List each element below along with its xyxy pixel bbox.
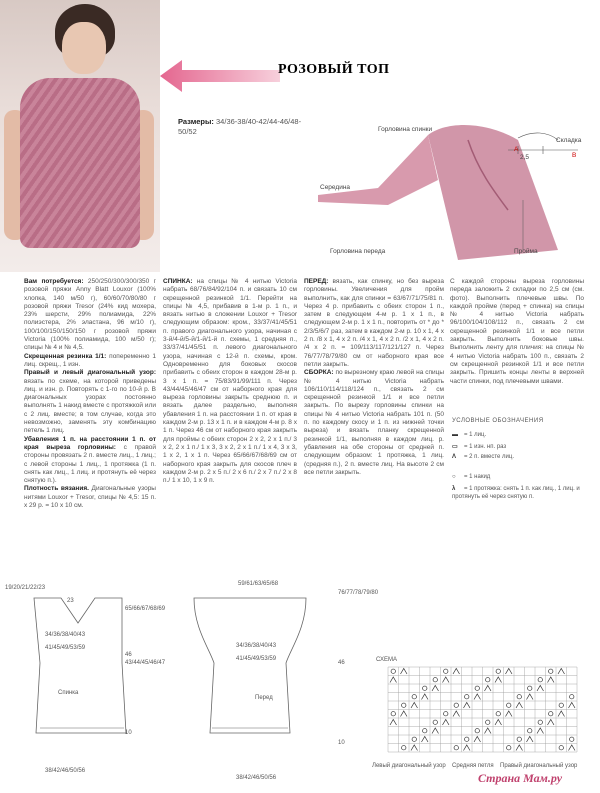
materials-label: Вам потребуется: bbox=[24, 278, 84, 285]
yarn-over-mark bbox=[570, 737, 574, 741]
caption-right-pattern: Правый диагональный узор bbox=[500, 763, 578, 769]
decrease-mark bbox=[411, 745, 418, 751]
yarn-over-mark bbox=[465, 737, 469, 741]
decrease-mark bbox=[516, 745, 523, 751]
label-armhole: Пройма bbox=[514, 248, 538, 255]
caption-center-stitch: Средняя петля bbox=[452, 763, 494, 769]
yarn-over-mark bbox=[454, 746, 458, 750]
dec-text: с правой стороны провязать 2 п. вместе лиц., 1 лиц.; с левой стороны 1 лиц., 1 протяжка (1 п. снять как лиц., 1 лиц. и протянуть её через снятую п.). bbox=[24, 443, 156, 485]
decrease-mark bbox=[453, 711, 460, 717]
decrease-mark bbox=[474, 694, 481, 700]
yarn-over-mark bbox=[517, 737, 521, 741]
yarn-over-mark bbox=[402, 746, 406, 750]
legend-item bbox=[452, 454, 592, 460]
decrease-mark bbox=[506, 669, 513, 675]
decrease-mark bbox=[485, 728, 492, 734]
decrease-mark bbox=[485, 686, 492, 692]
decrease-mark bbox=[474, 737, 481, 743]
legend-item bbox=[452, 485, 592, 501]
yarn-over-mark bbox=[475, 686, 479, 690]
yarn-over-mark bbox=[433, 678, 437, 682]
page-title: РОЗОВЫЙ ТОП bbox=[278, 62, 390, 77]
decrease-mark bbox=[569, 745, 576, 751]
decrease-mark bbox=[390, 677, 397, 683]
back-shoulder-dim: 65/66/67/68/69 bbox=[125, 606, 166, 612]
materials-column bbox=[24, 278, 156, 510]
back-arm-dim: 46 bbox=[125, 652, 132, 658]
label-stick: Середина bbox=[320, 184, 351, 191]
gauge-label: Плотность вязания. bbox=[24, 485, 89, 493]
materials-text: 250/250/300/300/350 г розовой пряжи Anny Blatt Louxor (100% хлопка, 140 м/50 г), 60/60/70/80/80 г розовой пряжи Tresor (24% кид мохера, 23% шерсти, 29% полиамида, 22% полиэстера, 2% эластана, 96 м/10 г), 100/100/150/150/150 г розовой пряжи Victoria (100% полиамида, 100 м/50 г); спицы № 4 и № 4,5. bbox=[24, 278, 156, 352]
dec-label: Убавления 1 п. на расстоянии 1 п. от края выреза горловины: bbox=[24, 435, 156, 451]
knit-symbol-icon: ▬ bbox=[452, 432, 458, 438]
label-point-a: А bbox=[514, 146, 519, 153]
yarn-over-mark bbox=[486, 720, 490, 724]
yarn-over-mark bbox=[475, 729, 479, 733]
yarn-over-mark bbox=[402, 703, 406, 707]
yarn-over-mark bbox=[496, 712, 500, 716]
decrease-mark bbox=[548, 677, 555, 683]
decrease-mark bbox=[411, 703, 418, 709]
yarn-over-mark bbox=[486, 678, 490, 682]
yarn-over-mark bbox=[433, 720, 437, 724]
yarn-over-mark bbox=[559, 746, 563, 750]
decrease-mark bbox=[527, 694, 534, 700]
decrease-mark bbox=[516, 703, 523, 709]
front-bottom-dim: 38/42/46/50/56 bbox=[236, 775, 277, 781]
yarn-over-mark bbox=[507, 746, 511, 750]
diag-text: вязать по схеме, на которой приведены лиц. и изн. р. Повторять с 1-го по 10-й р. В диагональных узорах постоянно выполнять 1 накид вместе с протяжкой или с 2 лиц. вместе; в том случае, когда это невозможно, заменять эту комбинацию петель 1 лиц. bbox=[24, 377, 156, 435]
decrease-mark bbox=[506, 711, 513, 717]
yarn-over-mark bbox=[528, 686, 532, 690]
yarn-over-mark bbox=[391, 712, 395, 716]
sizes-value: 34/36-38/40-42/44-46/48-50/52 bbox=[178, 117, 302, 136]
decrease-mark bbox=[495, 720, 502, 726]
back-neck-dim: 23 bbox=[67, 598, 74, 604]
front-height-dim: 76/77/78/79/80 bbox=[338, 590, 379, 596]
yarn-over-mark bbox=[444, 712, 448, 716]
back-instructions bbox=[163, 278, 297, 485]
pointer-arrow-icon bbox=[160, 58, 280, 94]
label-neck-back: Горловина спинки bbox=[378, 126, 433, 133]
legend-item bbox=[452, 432, 592, 438]
decrease-mark bbox=[443, 720, 450, 726]
front-label: ПЕРЕД: bbox=[304, 278, 329, 285]
decrease-mark bbox=[537, 686, 544, 692]
legend-text: = 1 протяжка: снять 1 п. как лиц., 1 лиц. и протянуть её через снятую п. bbox=[452, 486, 580, 500]
decrease-mark bbox=[401, 669, 408, 675]
collar-detail-illustration bbox=[318, 110, 600, 260]
back-top-left-dim: 19/20/21/22/23 bbox=[5, 585, 46, 591]
decrease-mark bbox=[464, 745, 471, 751]
yarn-over-mark bbox=[465, 695, 469, 699]
back-label: СПИНКА: bbox=[163, 278, 193, 285]
front-top-dim: 59/61/63/65/68 bbox=[238, 581, 279, 587]
back-width1-dim: 34/36/38/40/43 bbox=[45, 632, 86, 638]
decrease-mark bbox=[569, 703, 576, 709]
decrease-mark bbox=[443, 677, 450, 683]
back-text: на спицы № 4 нитью Victoria набрать 68/76/84/92/104 п. и связать 10 см скрещенной резинкой 1/1. Перейти на спицы № 4,5, прибавив в 1-м р. 1 п., и вязать нитью в сложении Louxor + Tresor следующим образом: кром., 33/37/41/45/51 п. правого диагонального узора, начиная с 3-й/4-й/5-й/1-й/1-й п. схемы, 1 средняя п., 33/37/41/45/51 п. левого диагонального узора, начиная с 12-й п. схемы, кром. Одновременно для боковых скосов прибавить с обеих сторон в каждом 28-м р. 3 х 1 п. = 75/83/91/99/111 п. Через 43/44/45/46/47 см от наборного края для выреза горловины закрыть среднюю п. и вязать далее раздельно, выполняя убавления 1 п. на расстоянии 1 п. от края в каждом 2-м р. 13 х 1 п. и в каждом 4-м р. 8 х 1 п. Через 46 см от наборного края закрыть для проймы с обеих сторон 2 х 2, 2 х 1 п./ 3 х 2, 2 х 1 п./ 1 х 3, 3 х 2, 2 х 1 п./ 1 х 4, 3 х 3, 1 х 2, 1 х 1 п. Через 65/66/67/68/69 см от наборного края закрыть для скосов плеч в каждом 2-м р. 2 х 5 п./ 2 х 6 п./ 2 х 7 п./ 2 х 8 п./ 1 х 10, 1 х 9 п. bbox=[163, 278, 297, 485]
yarn-over-mark bbox=[538, 678, 542, 682]
yarn-over-mark bbox=[528, 729, 532, 733]
stitch-chart bbox=[378, 665, 578, 760]
k2tog-symbol-icon: Λ bbox=[452, 454, 457, 460]
assembly-label: СБОРКА: bbox=[304, 369, 334, 377]
purl-symbol-icon: ▭ bbox=[452, 444, 458, 450]
yarn-over-mark bbox=[412, 737, 416, 741]
back-label: Спинка bbox=[58, 690, 79, 696]
diag-label: Правый и левый диагональный узор: bbox=[24, 369, 156, 377]
skp-symbol-icon: λ bbox=[452, 486, 456, 492]
decrease-mark bbox=[527, 737, 534, 743]
back-width2-dim: 41/45/49/53/59 bbox=[45, 645, 86, 651]
label-neck-front: Горловина переда bbox=[330, 248, 386, 255]
sizes-label: Размеры: bbox=[178, 117, 214, 126]
decrease-mark bbox=[453, 669, 460, 675]
yarn-over-mark bbox=[412, 695, 416, 699]
front-rib-dim: 10 bbox=[338, 740, 345, 746]
sizes-block bbox=[178, 117, 313, 137]
front-width1-dim: 34/36/38/40/43 bbox=[236, 643, 277, 649]
yarn-over-mark bbox=[549, 712, 553, 716]
legend-item bbox=[452, 443, 592, 450]
yarn-over-symbol-icon: ○ bbox=[452, 474, 456, 480]
yarn-over-mark bbox=[423, 729, 427, 733]
label-point-b: В bbox=[572, 152, 577, 159]
front-arm-dim: 46 bbox=[338, 660, 345, 666]
yarn-over-mark bbox=[549, 669, 553, 673]
legend-item bbox=[452, 474, 592, 480]
decrease-mark bbox=[548, 720, 555, 726]
decrease-mark bbox=[537, 728, 544, 734]
yarn-over-mark bbox=[444, 669, 448, 673]
finishing-instructions bbox=[450, 278, 584, 386]
decrease-mark bbox=[401, 711, 408, 717]
assembly-text: по вырезному краю левой на спицы № 4 нитью Victoria набрать 106/110/114/118/124 п., связать 2 см скрещенной резинкой 1/1 и все петли закрыть. По вырезу горловины спинки на спицы № 4 нитью Victoria набрать 101 п. (50 п. по каждому скосу и 1 п. из нижней точки выреза) и вязать планку скрещенной резинкой 1/1, выполняя в каждом лиц. р. убавления на обе стороны от средней п. следующим образом: 1 протяжка, 1 лиц. (средняя п.), 2 п. вместе лиц. На высоте 2 см все петли закрыть. bbox=[304, 369, 444, 476]
rib-text: попеременно 1 лиц. скрещ., 1 изн. bbox=[24, 352, 156, 368]
model-photo bbox=[0, 0, 160, 272]
yarn-over-mark bbox=[507, 703, 511, 707]
yarn-over-mark bbox=[496, 669, 500, 673]
decrease-mark bbox=[432, 728, 439, 734]
watermark-logo: Страна Мам.ру bbox=[478, 771, 563, 785]
finishing-text: С каждой стороны выреза горловины переда заложить 2 складки по 2,5 см (см. фото). Выполнить плечевые швы. По каждой пройме (перед + спинка) на спицы № 4 нитью Victoria набрать 96/100/104/108/112 п., связать 2 см скрещенной резинкой 1/1 и все петли закрыть. Выполнить боковые швы. Выполнить ленту для пличия: на спицы № 4 нитью Victoria набрать 100 п., связать 2 см скрещенной резинкой 1/1 и все петли закрыть. Пришить концы ленты в верхней части спинки, под плечевыми швами. bbox=[450, 278, 584, 385]
legend-title: УСЛОВНЫЕ ОБОЗНАЧЕНИЯ bbox=[452, 418, 544, 424]
legend-text: = 1 лиц. bbox=[464, 432, 487, 438]
yarn-over-mark bbox=[423, 686, 427, 690]
yarn-over-mark bbox=[454, 703, 458, 707]
yarn-over-mark bbox=[517, 695, 521, 699]
chart-title: СХЕМА bbox=[376, 657, 397, 663]
garment-detail-drawing bbox=[318, 110, 600, 260]
back-rib-dim: 10 bbox=[125, 730, 132, 736]
decrease-mark bbox=[390, 720, 397, 726]
legend-text: = 1 накид bbox=[464, 474, 491, 480]
yarn-over-mark bbox=[538, 720, 542, 724]
decrease-mark bbox=[422, 694, 429, 700]
label-measure: 2,5 bbox=[520, 154, 530, 161]
decrease-mark bbox=[558, 669, 565, 675]
yarn-over-mark bbox=[391, 669, 395, 673]
front-instructions bbox=[304, 278, 444, 477]
back-arm2-dim: 43/44/45/46/47 bbox=[125, 660, 166, 666]
decrease-mark bbox=[495, 677, 502, 683]
decrease-mark bbox=[464, 703, 471, 709]
label-fold: Складка bbox=[556, 137, 582, 144]
decrease-mark bbox=[558, 711, 565, 717]
yarn-over-mark bbox=[559, 703, 563, 707]
gauge-text: Диагональные узоры нитями Louxor + Tresor, спицы № 4,5: 15 п. х 29 р. = 10 х 10 см. bbox=[24, 485, 156, 510]
yarn-over-mark bbox=[570, 695, 574, 699]
caption-left-pattern: Левый диагональный узор bbox=[372, 763, 446, 769]
front-text: вязать, как спинку, но без выреза горловины. Увеличения для пройм выполнить, как для спинки = 63/67/71/75/81 п. Через 4 р. прибавить с обеих сторон 1 п., затем в следующем 4-м р. 1 х 1 п., в следующем 2-м р. 1 х 1 п., повторить от * до * 2/3/5/6/7 раз, затем в каждом 2-м р. 10 х 1, 4 х 2 п. /8 х 1, 4 х 2 п. /4 х 1, 4 х 2 п. /2 х 1, 4 х 2 п. /4 х 2 п. = 109/113/117/121/127 п. Через 76/77/78/79/80 см от наборного края все петли закрыть. bbox=[304, 278, 444, 368]
legend-text: = 2 п. вместе лиц. bbox=[464, 454, 514, 460]
rib-label: Скрещенная резинка 1/1: bbox=[24, 352, 107, 360]
front-label: Перед bbox=[255, 695, 273, 701]
front-width2-dim: 41/45/49/53/59 bbox=[236, 656, 277, 662]
back-bottom-dim: 38/42/46/50/56 bbox=[45, 768, 86, 774]
decrease-mark bbox=[432, 686, 439, 692]
legend-text: = 1 изн. нп. раз bbox=[464, 444, 507, 450]
decrease-mark bbox=[422, 737, 429, 743]
